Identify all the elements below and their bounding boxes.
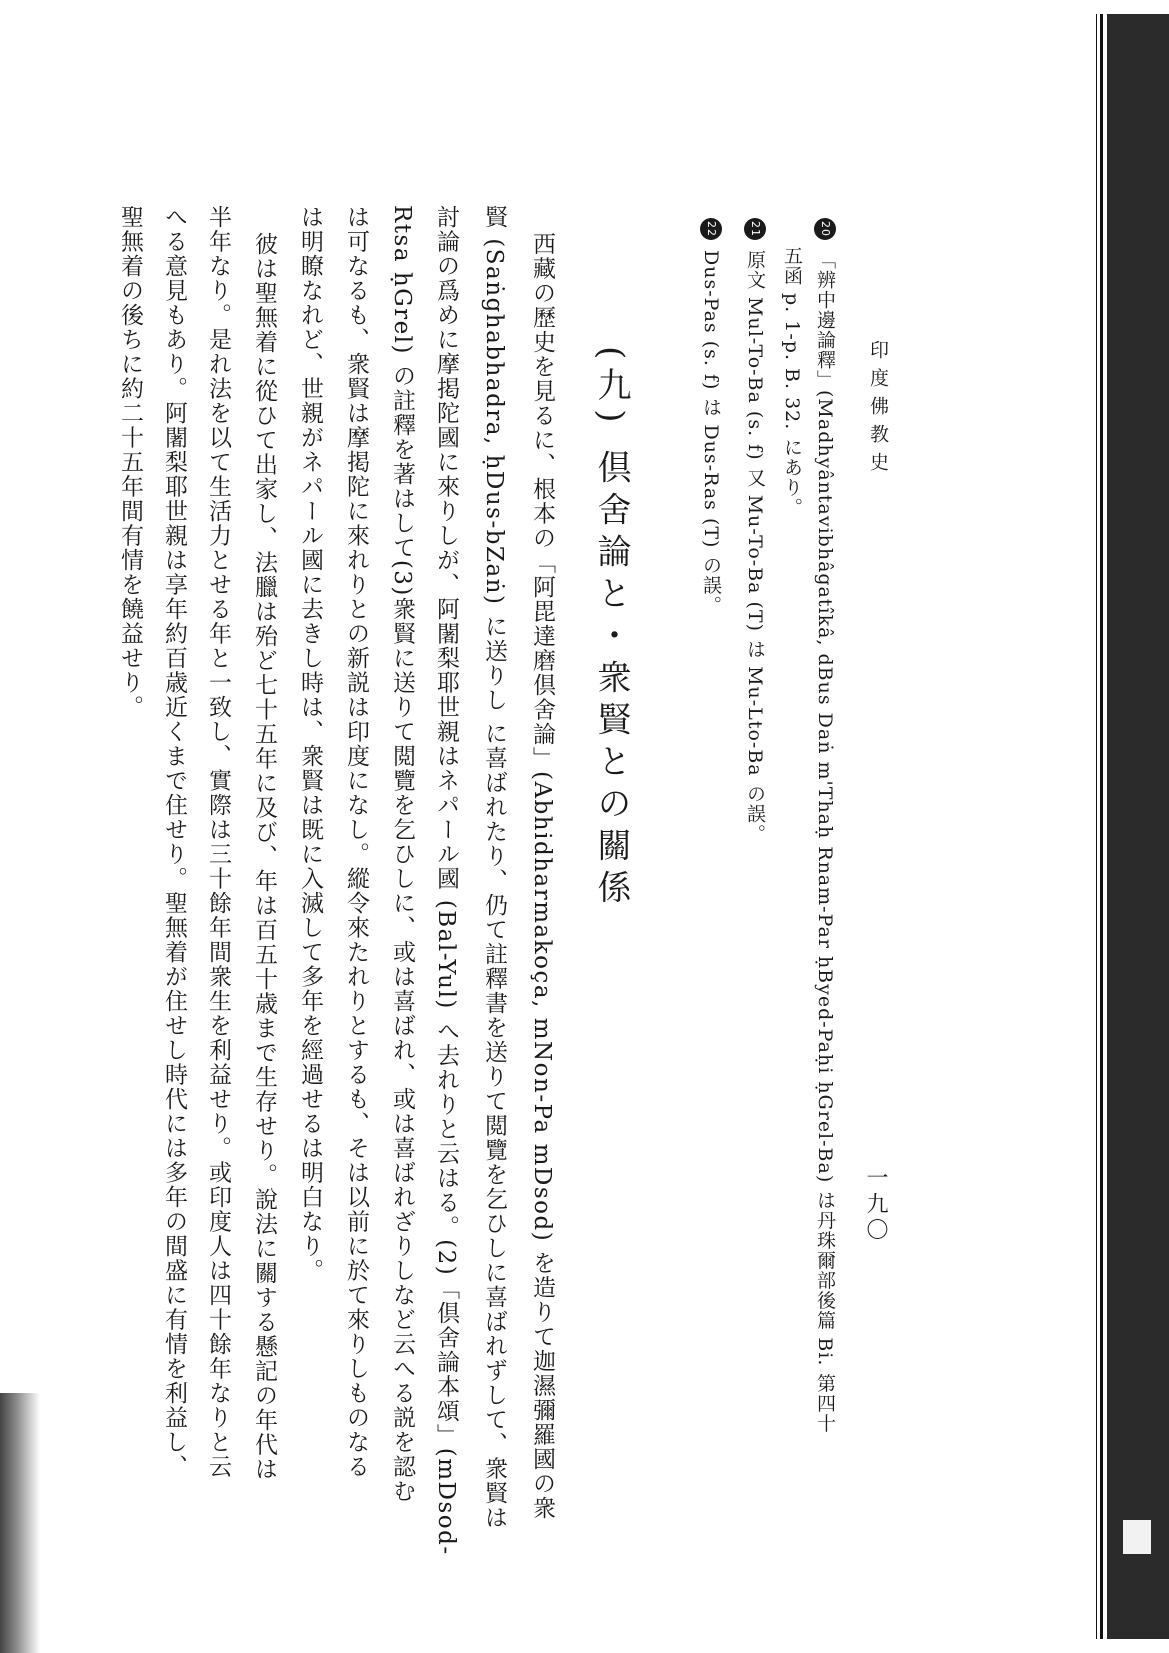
scan-binding-edge bbox=[1107, 14, 1169, 1639]
footnote-20-continued: 五函 p. 1-p. B. 32. にあり。 bbox=[781, 246, 803, 518]
footnote-marker-22: 22 bbox=[700, 218, 722, 240]
body-line: へる意見もあり。阿闍梨耶世親は享年約百歳近くまで住せり。聖無着が住せし時代には多年の間盛に有情を利益し、 bbox=[161, 205, 187, 1479]
footnote-22 bbox=[700, 218, 722, 616]
footnote-20 bbox=[814, 218, 836, 1433]
footnote-marker-21: 21 bbox=[744, 218, 766, 240]
body-line: 聖無着の後ちに約二十五年間有情を饒益せり。 bbox=[117, 205, 143, 720]
running-header-title: 印度佛教史 bbox=[867, 340, 889, 480]
body-line: は明瞭なれど、世親がネパール國に去きし時は、衆賢は既に入滅して多年を經過せるは明白なり。 bbox=[297, 205, 323, 1283]
body-line: は可なるも、衆賢は摩掲陀に來れりとの新説は印度になし。縱令來たれりとするも、そは以前に於て來りしものなる bbox=[343, 205, 369, 1479]
scan-edge-highlight bbox=[1123, 1520, 1151, 1554]
footnote-line: 「辨中邊論釋」(Madhyântavibhâgatîkâ, dBus Daṅ m'Thaḥ Rnam-Par ḥByed-Paḥi ḥGrel-Ba) は丹珠爾部後篇 Bi. 第四十 bbox=[814, 250, 836, 1434]
scan-edge-line bbox=[1100, 14, 1103, 1639]
section-title: (九) 倶舍論と・衆賢との關係 bbox=[591, 346, 631, 912]
footnote-21 bbox=[744, 218, 766, 844]
footnote-line: Dus-Pas (s. f) は Dus-Ras (T) の誤。 bbox=[700, 250, 722, 616]
footnote-marker-20: 20 bbox=[814, 218, 836, 240]
page-number: 一九〇 bbox=[863, 1166, 888, 1244]
scan-corner-shadow bbox=[0, 1393, 40, 1653]
body-line: Rtsa ḥGrel) の註釋を著はして(3)衆賢に送りて閲覽を乞ひしに、或は喜ばれ、或は喜ばれざりしなど云へる説を認む bbox=[389, 205, 415, 1504]
body-line: 討論の爲めに摩掲陀國に來りしが、阿闍梨耶世親はネパール國 (Bal-Yul) へ去れりと云はる。(2)「倶舍論本頌」(mDsod- bbox=[433, 205, 459, 1556]
footnote-line: 原文 Mul-To-Ba (s. f) 又 Mu-To-Ba (T) は Mu-Lto-Ba の誤。 bbox=[744, 250, 766, 844]
body-line: 半年なり。是れ法を以て生活力とせる年と一致し、實際は三十餘年間衆生を利益せり。或印度人は四十餘年なりと云 bbox=[205, 205, 231, 1479]
scan-edge-line bbox=[1096, 14, 1097, 1639]
body-line: 西藏の歷史を見るに、根本の「阿毘達磨倶舍論」(Abhidharmakoça, mNon-Pa mDsod) を造りて迦濕彌羅國の衆 bbox=[529, 232, 555, 1521]
body-line: 彼は聖無着に從ひて出家し、法臘は殆ど七十五年に及び、年は百五十歳まで生存せり。說法に關する懸記の年代は bbox=[251, 232, 277, 1482]
body-line: 賢 (Saṅghabhadra, ḥDus-bZaṅ) に送りし に喜ばれたり、仍て註釋書を送りて閲覽を乞ひしに喜ばれずして、衆賢は bbox=[481, 205, 507, 1530]
